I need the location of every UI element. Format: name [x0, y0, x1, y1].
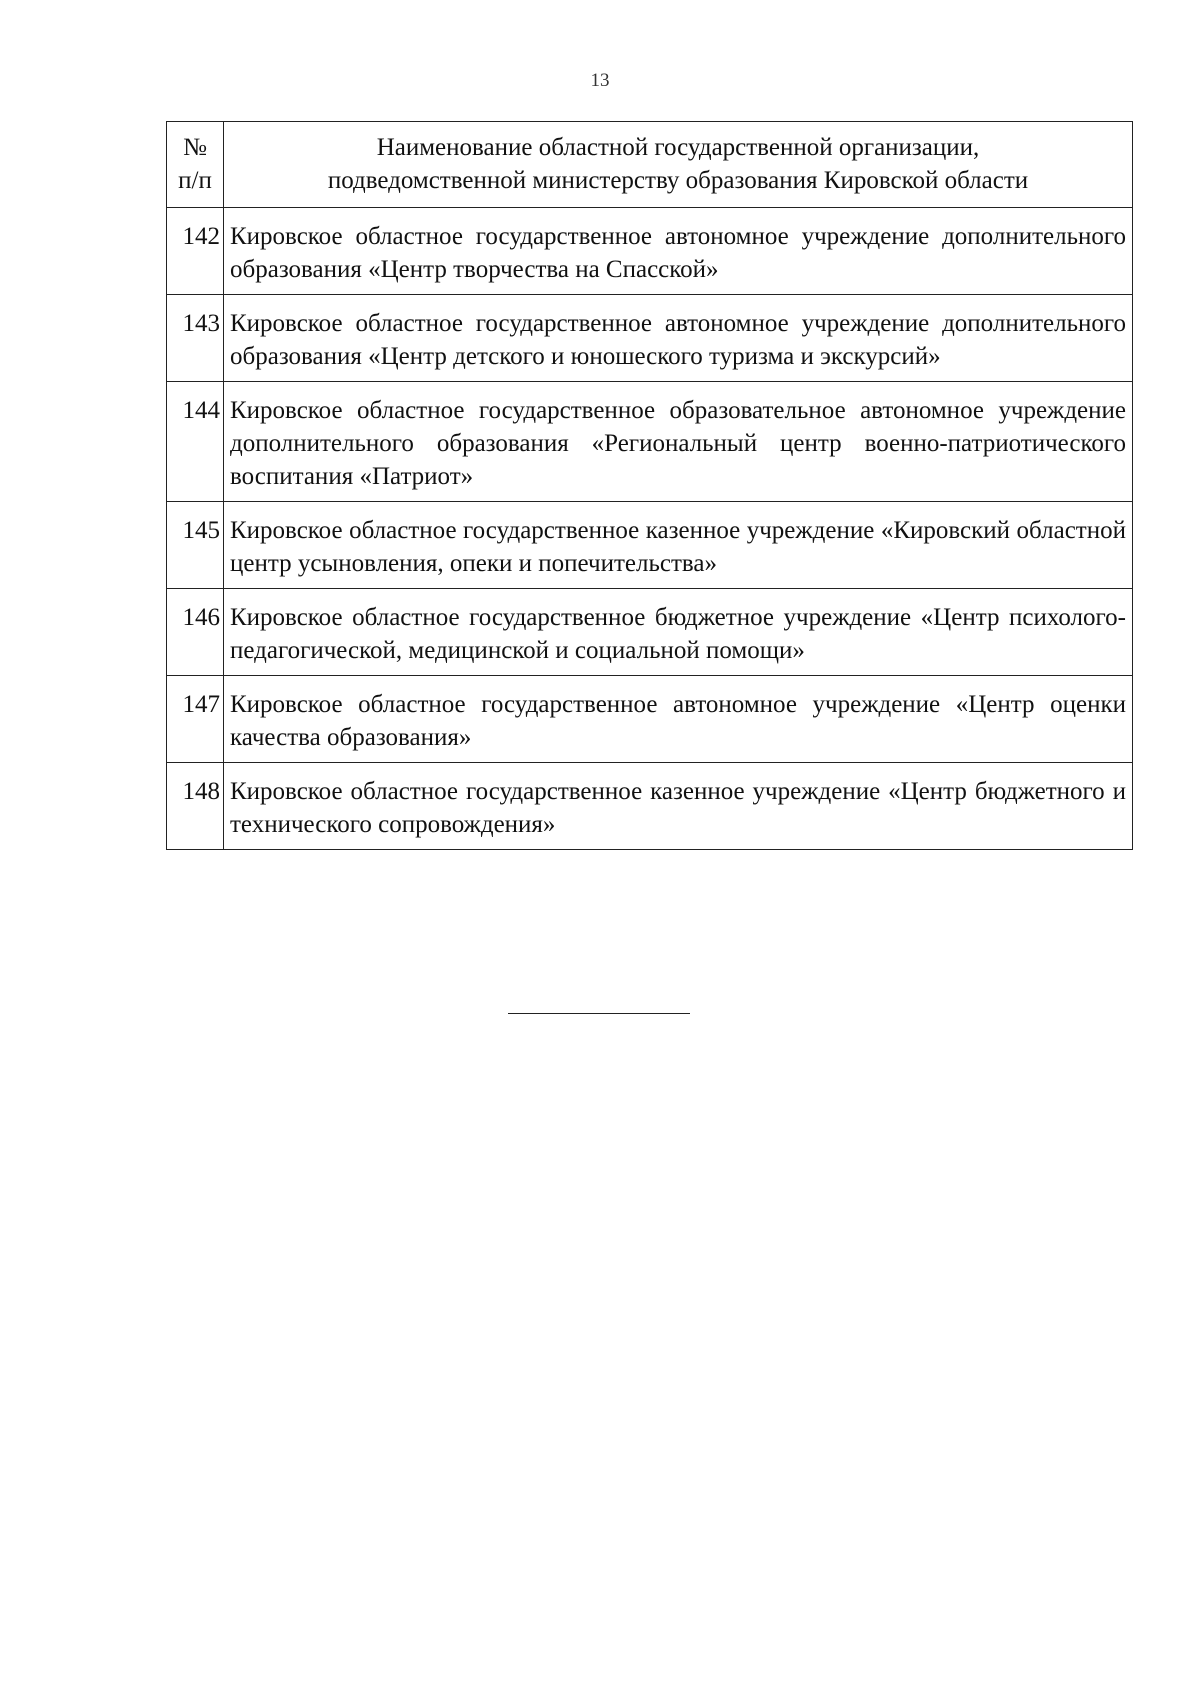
row-number: 147 — [167, 676, 224, 763]
row-number: 142 — [167, 208, 224, 295]
organization-name: Кировское областное государственное автономное учреждение «Центр оценки качества образования» — [224, 676, 1133, 763]
document-end-divider — [508, 1013, 690, 1014]
row-number: 146 — [167, 589, 224, 676]
organization-name: Кировское областное государственное казенное учреждение «Центр бюджетного и технического сопровождения» — [224, 763, 1133, 850]
table-row — [167, 295, 1133, 382]
row-number: 145 — [167, 502, 224, 589]
table-row — [167, 382, 1133, 502]
row-number: 148 — [167, 763, 224, 850]
organization-name: Кировское областное государственное казенное учреждение «Кировский областной центр усыновления, опеки и попечительства» — [224, 502, 1133, 589]
organization-name: Кировское областное государственное образовательное автономное учреждение дополнительного образования «Региональный центр военно-патриотического воспитания «Патриот» — [224, 382, 1133, 502]
table-header-row — [167, 122, 1133, 208]
column-header-name — [224, 122, 1133, 208]
organization-name: Кировское областное государственное автономное учреждение дополнительного образования «Центр творчества на Спасской» — [224, 208, 1133, 295]
page-number: 13 — [590, 70, 610, 91]
table-row — [167, 502, 1133, 589]
column-header-name-line1: Наименование областной государственной организации, — [376, 134, 980, 161]
column-header-number — [167, 122, 224, 208]
table-row — [167, 208, 1133, 295]
column-header-number-line2: п/п — [178, 167, 212, 194]
organization-name: Кировское областное государственное бюджетное учреждение «Центр психолого-педагогической, медицинской и социальной помощи» — [224, 589, 1133, 676]
organization-name: Кировское областное государственное автономное учреждение дополнительного образования «Центр детского и юношеского туризма и экскурсий» — [224, 295, 1133, 382]
table-row — [167, 763, 1133, 850]
table-row — [167, 589, 1133, 676]
row-number: 144 — [167, 382, 224, 502]
row-number: 143 — [167, 295, 224, 382]
column-header-number-line1: № — [183, 134, 207, 161]
column-header-name-line2: подведомственной министерству образования Кировской области — [327, 167, 1029, 194]
organizations-table — [166, 121, 1133, 850]
table-row — [167, 676, 1133, 763]
